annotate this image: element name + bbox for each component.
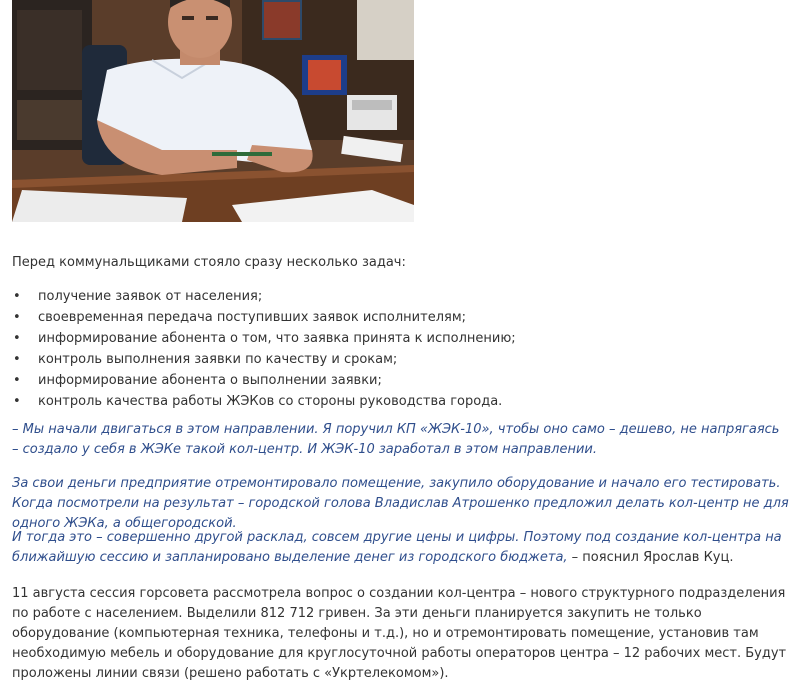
bullet-icon: •	[13, 352, 21, 367]
body-paragraph: 11 августа сессия горсовета рассмотрела вопрос о создании кол-центра – нового структурного подразделения по работе с населением. Выделили 812 712 гривен. За эти деньги планируется закупить не только оборудование (компьютерная техника, телефоны и т.д.), но и отремонтировать помещение, установив там необходимую мебель и оборудование для круглосуточной работы операторов центра – 12 рабочих мест. Будут проложены линии связи (решено работать с «Укртелекомом»).	[12, 586, 787, 681]
bullet-icon: •	[13, 331, 21, 346]
list-item: • получение заявок от населения;	[12, 286, 516, 307]
quote-paragraph-2: За свои деньги предприятие отремонтировало помещение, закупило оборудование и начало его тестировать. Когда посмотрели на результат – городской голова Владислав Атрошенко предложил делать кол-центр не для одного ЖЭКа, а общегородской.	[12, 476, 789, 531]
bullet-icon: •	[13, 373, 21, 388]
bullet-icon: •	[13, 394, 21, 409]
tasks-intro: Перед коммунальщиками стояло сразу несколько задач:	[12, 255, 406, 270]
quote-paragraph-3	[12, 528, 790, 568]
list-item: • информирование абонента о выполнении заявки;	[12, 370, 516, 391]
office-man-at-desk-photo	[12, 0, 414, 222]
quote-paragraph-1: – Мы начали двигаться в этом направлении. Я поручил КП «ЖЭК-10», чтобы оно само – дешево, не напрягаясь – создало у себя в ЖЭКе такой кол-центр. И ЖЭК-10 заработал в этом направлении.	[12, 422, 780, 457]
list-item: • своевременная передача поступивших заявок исполнителям;	[12, 307, 516, 328]
quote-author: – пояснил Ярослав Куц.	[567, 550, 734, 565]
quote-text: И тогда это – совершенно другой расклад, совсем другие цены и цифры. Поэтому под создание кол-центра на ближайшую сессию и запланировано выделение денег из городского бюджета,	[12, 530, 782, 565]
bullet-icon: •	[13, 310, 21, 325]
article-photo	[12, 0, 414, 222]
tasks-list	[12, 286, 516, 412]
list-item: • информирование абонента о том, что заявка принята к исполнению;	[12, 328, 516, 349]
list-item: • контроль выполнения заявки по качеству и срокам;	[12, 349, 516, 370]
list-item: • контроль качества работы ЖЭКов со стороны руководства города.	[12, 391, 516, 412]
bullet-icon: •	[13, 289, 21, 304]
